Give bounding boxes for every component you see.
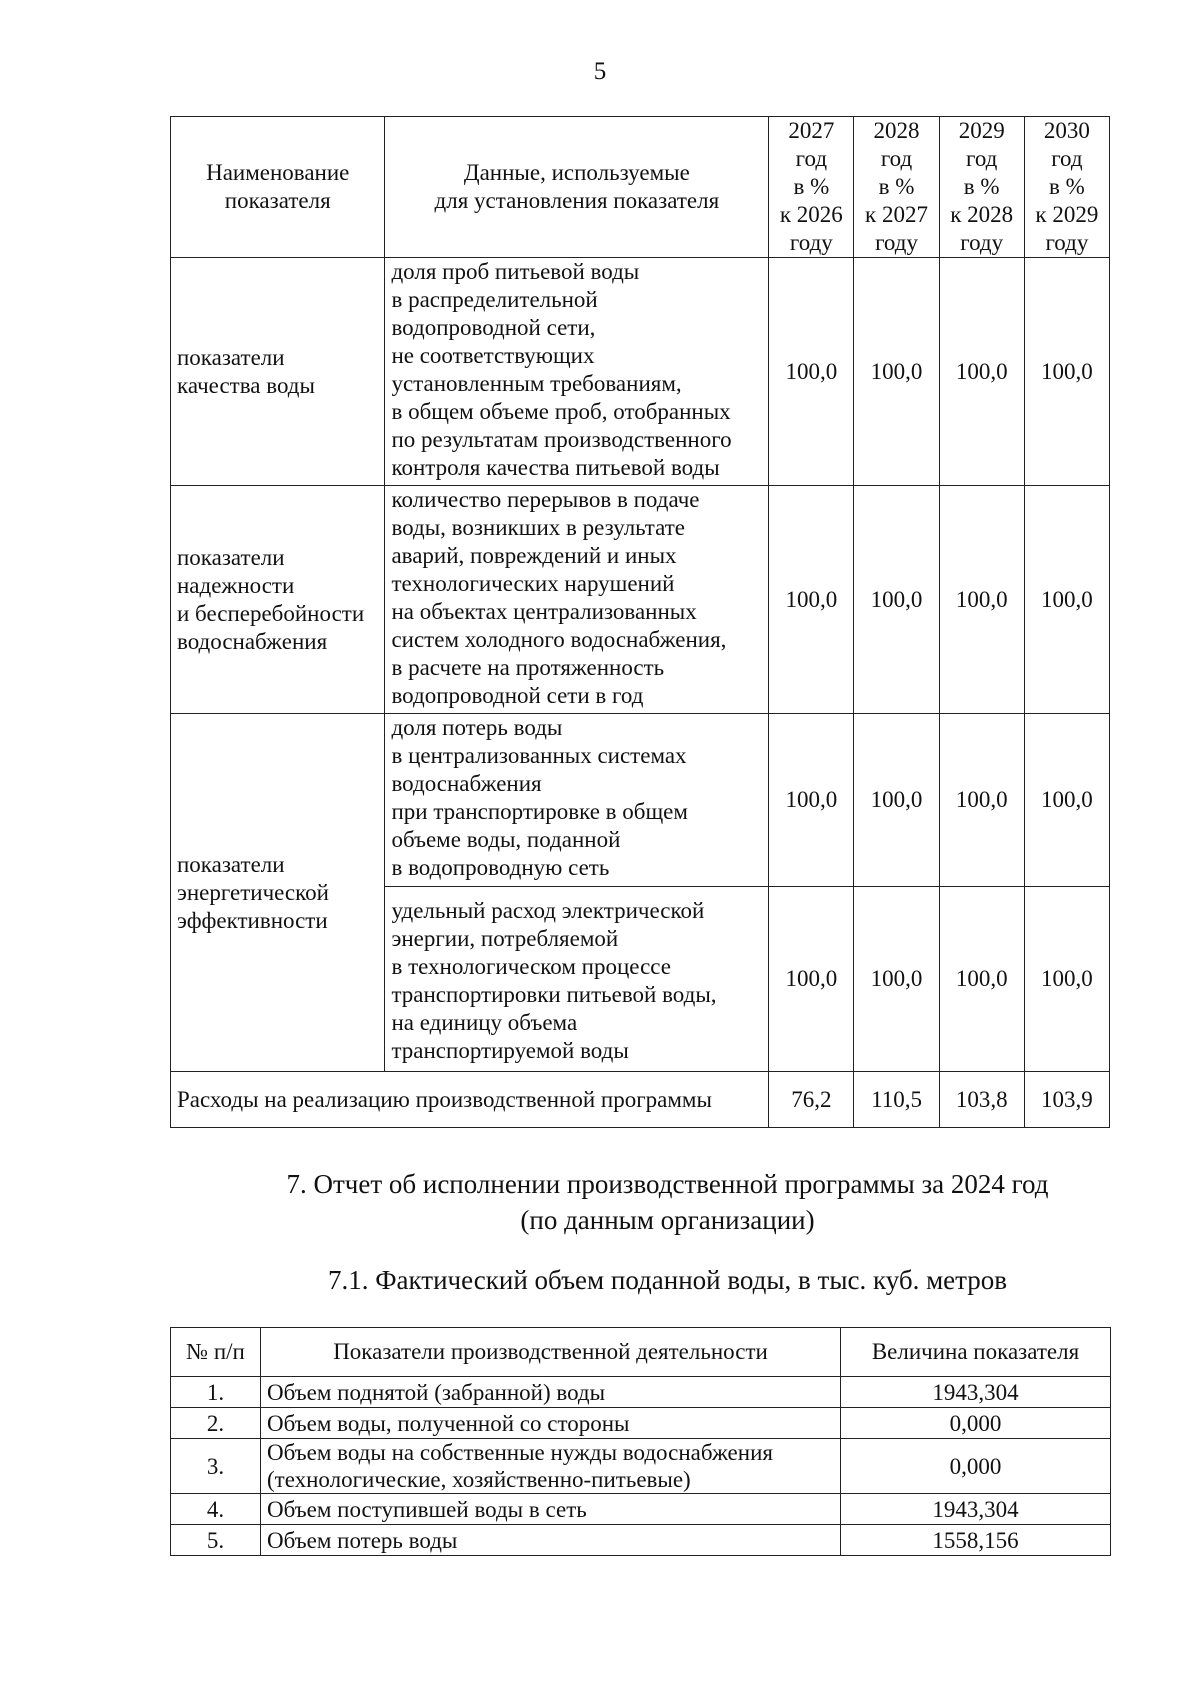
row-value: 1943,304 [841, 1494, 1111, 1525]
row-indicator: Объем воды на собственные нужды водоснабжения (технологические, хозяйственно-питьевые) [261, 1439, 841, 1494]
group-name-reliability: показатели надежности и бесперебойности водоснабжения [171, 486, 385, 714]
header-year-2027: 2027 год в % к 2026 году [769, 117, 854, 258]
row-number: 3. [171, 1439, 261, 1494]
group-name-energy-efficiency: показатели энергетической эффективности [171, 714, 385, 1072]
value-cell: 100,0 [769, 258, 854, 486]
row-indicator: Объем потерь воды [261, 1525, 841, 1556]
value-cell: 100,0 [854, 887, 939, 1072]
table-row [171, 486, 1110, 714]
row-indicator: Объем поднятой (забранной) воды [261, 1377, 841, 1408]
table-row [171, 1439, 1111, 1494]
value-cell: 100,0 [1024, 486, 1109, 714]
row-number: 4. [171, 1494, 261, 1525]
value-cell: 100,0 [939, 714, 1024, 887]
value-cell: 100,0 [1024, 714, 1109, 887]
section-title: 7. Отчет об исполнении производственной программы за 2024 год (по данным организации) [286, 1169, 1049, 1235]
table-row-total [171, 1072, 1110, 1128]
value-cell: 100,0 [769, 887, 854, 1072]
indicator-description: доля потерь воды в централизованных системах водоснабжения при транспортировке в общем объеме воды, поданной в водопроводную сеть [385, 714, 769, 887]
row-value: 0,000 [841, 1439, 1111, 1494]
table-row [171, 1494, 1111, 1525]
header-indicator: Показатели производственной деятельности [261, 1328, 841, 1377]
indicator-description: количество перерывов в подаче воды, возникших в результате аварий, повреждений и иных технологических нарушений на объектах централизованных систем холодного водоснабжения, в расчете на протяженность водопроводной сети в год [385, 486, 769, 714]
water-volume-table [170, 1327, 1111, 1556]
total-value: 103,9 [1024, 1072, 1109, 1128]
table-row [171, 1408, 1111, 1439]
table-row [171, 1377, 1111, 1408]
indicator-description: удельный расход электрической энергии, потребляемой в технологическом процессе транспортировки питьевой воды, на единицу объема транспортируемой воды [385, 887, 769, 1072]
total-value: 76,2 [769, 1072, 854, 1128]
value-cell: 100,0 [769, 486, 854, 714]
section-subtitle: 7.1. Фактический объем поданной воды, в тыс. куб. метров [327, 1265, 1008, 1295]
header-year-2030: 2030 год в % к 2029 году [1024, 117, 1109, 258]
value-cell: 100,0 [1024, 258, 1109, 486]
indicator-description: доля проб питьевой воды в распределительной водопроводной сети, не соответствующих установленным требованиям, в общем объеме проб, отобранных по результатам производственного контроля качества питьевой воды [385, 258, 769, 486]
row-number: 5. [171, 1525, 261, 1556]
row-indicator: Объем воды, полученной со стороны [261, 1408, 841, 1439]
header-number: № п/п [171, 1328, 261, 1377]
total-value: 103,8 [939, 1072, 1024, 1128]
table-row [171, 1525, 1111, 1556]
page-number: 5 [593, 58, 607, 85]
table-row [171, 258, 1110, 486]
value-cell: 100,0 [854, 486, 939, 714]
value-cell: 100,0 [939, 486, 1024, 714]
total-value: 110,5 [854, 1072, 939, 1128]
value-cell: 100,0 [854, 258, 939, 486]
row-number: 1. [171, 1377, 261, 1408]
row-value: 1943,304 [841, 1377, 1111, 1408]
value-cell: 100,0 [769, 714, 854, 887]
header-indicator-data: Данные, используемые для установления показателя [385, 117, 769, 258]
row-indicator: Объем поступившей воды в сеть [261, 1494, 841, 1525]
value-cell: 100,0 [854, 714, 939, 887]
header-year-2029: 2029 год в % к 2028 году [939, 117, 1024, 258]
value-cell: 100,0 [1024, 887, 1109, 1072]
total-label: Расходы на реализацию производственной программы [171, 1072, 769, 1128]
row-number: 2. [171, 1408, 261, 1439]
row-value: 0,000 [841, 1408, 1111, 1439]
value-cell: 100,0 [939, 887, 1024, 1072]
table-row [171, 714, 1110, 887]
header-indicator-name: Наименование показателя [171, 117, 385, 258]
header-year-2028: 2028 год в % к 2027 году [854, 117, 939, 258]
header-value: Величина показателя [841, 1328, 1111, 1377]
indicators-table [170, 116, 1110, 1128]
row-value: 1558,156 [841, 1525, 1111, 1556]
value-cell: 100,0 [939, 258, 1024, 486]
group-name-water-quality: показатели качества воды [171, 258, 385, 486]
